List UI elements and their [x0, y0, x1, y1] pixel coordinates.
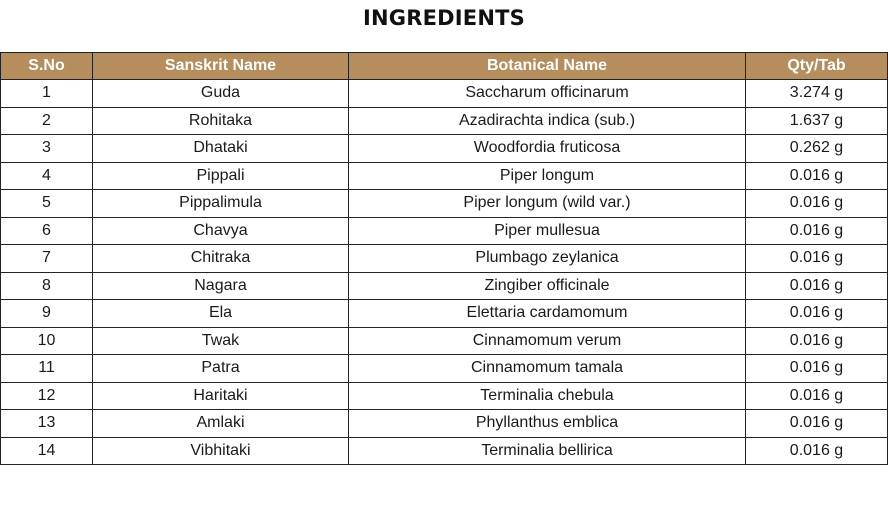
cell-botanical-name: Elettaria cardamomum: [349, 300, 746, 328]
cell-sno: 1: [1, 80, 93, 108]
cell-botanical-name: Azadirachta indica (sub.): [349, 107, 746, 135]
cell-botanical-name: Zingiber officinale: [349, 272, 746, 300]
cell-sno: 7: [1, 245, 93, 273]
cell-botanical-name: Woodfordia fruticosa: [349, 135, 746, 163]
table-row: [1, 245, 888, 273]
cell-sanskrit-name: Ela: [93, 300, 349, 328]
cell-sno: 6: [1, 217, 93, 245]
cell-sanskrit-name: Amlaki: [93, 410, 349, 438]
cell-qty: 0.016 g: [746, 355, 888, 383]
cell-qty: 3.274 g: [746, 80, 888, 108]
cell-botanical-name: Piper mullesua: [349, 217, 746, 245]
cell-sanskrit-name: Haritaki: [93, 382, 349, 410]
cell-qty: 0.016 g: [746, 382, 888, 410]
table-row: [1, 190, 888, 218]
cell-sno: 8: [1, 272, 93, 300]
table-row: [1, 162, 888, 190]
table-row: [1, 272, 888, 300]
cell-sanskrit-name: Dhataki: [93, 135, 349, 163]
cell-sno: 3: [1, 135, 93, 163]
cell-sanskrit-name: Twak: [93, 327, 349, 355]
cell-sanskrit-name: Pippalimula: [93, 190, 349, 218]
cell-sno: 9: [1, 300, 93, 328]
cell-botanical-name: Terminalia chebula: [349, 382, 746, 410]
cell-botanical-name: Piper longum (wild var.): [349, 190, 746, 218]
table-row: [1, 327, 888, 355]
column-header-botanical-name: Botanical Name: [349, 53, 746, 80]
cell-sno: 12: [1, 382, 93, 410]
table-header: [1, 53, 888, 80]
cell-botanical-name: Terminalia bellirica: [349, 437, 746, 465]
cell-sno: 5: [1, 190, 93, 218]
cell-qty: 0.016 g: [746, 245, 888, 273]
cell-sanskrit-name: Rohitaka: [93, 107, 349, 135]
cell-botanical-name: Plumbago zeylanica: [349, 245, 746, 273]
cell-qty: 0.016 g: [746, 437, 888, 465]
cell-sno: 4: [1, 162, 93, 190]
table-row: [1, 300, 888, 328]
cell-sno: 2: [1, 107, 93, 135]
header-row: [1, 53, 888, 80]
cell-sno: 14: [1, 437, 93, 465]
cell-qty: 0.016 g: [746, 272, 888, 300]
cell-sanskrit-name: Guda: [93, 80, 349, 108]
cell-sno: 13: [1, 410, 93, 438]
table-row: [1, 410, 888, 438]
table-row: [1, 135, 888, 163]
cell-qty: 0.016 g: [746, 300, 888, 328]
cell-botanical-name: Cinnamomum verum: [349, 327, 746, 355]
cell-botanical-name: Phyllanthus emblica: [349, 410, 746, 438]
table-row: [1, 107, 888, 135]
cell-qty: 1.637 g: [746, 107, 888, 135]
cell-sanskrit-name: Vibhitaki: [93, 437, 349, 465]
cell-sno: 10: [1, 327, 93, 355]
cell-botanical-name: Saccharum officinarum: [349, 80, 746, 108]
table-row: [1, 217, 888, 245]
cell-qty: 0.262 g: [746, 135, 888, 163]
column-header-sno: S.No: [1, 53, 93, 80]
ingredients-table: [0, 52, 888, 465]
column-header-sanskrit-name: Sanskrit Name: [93, 53, 349, 80]
cell-sanskrit-name: Chavya: [93, 217, 349, 245]
table-row: [1, 355, 888, 383]
cell-qty: 0.016 g: [746, 190, 888, 218]
cell-sanskrit-name: Chitraka: [93, 245, 349, 273]
cell-qty: 0.016 g: [746, 410, 888, 438]
cell-qty: 0.016 g: [746, 217, 888, 245]
table-row: [1, 80, 888, 108]
cell-qty: 0.016 g: [746, 162, 888, 190]
cell-botanical-name: Piper longum: [349, 162, 746, 190]
page-title: INGREDIENTS: [363, 6, 525, 30]
table-row: [1, 382, 888, 410]
cell-sno: 11: [1, 355, 93, 383]
column-header-qty-per-tab: Qty/Tab: [746, 53, 888, 80]
cell-sanskrit-name: Nagara: [93, 272, 349, 300]
table-row: [1, 437, 888, 465]
cell-qty: 0.016 g: [746, 327, 888, 355]
table-body: [1, 80, 888, 465]
cell-sanskrit-name: Pippali: [93, 162, 349, 190]
cell-botanical-name: Cinnamomum tamala: [349, 355, 746, 383]
cell-sanskrit-name: Patra: [93, 355, 349, 383]
